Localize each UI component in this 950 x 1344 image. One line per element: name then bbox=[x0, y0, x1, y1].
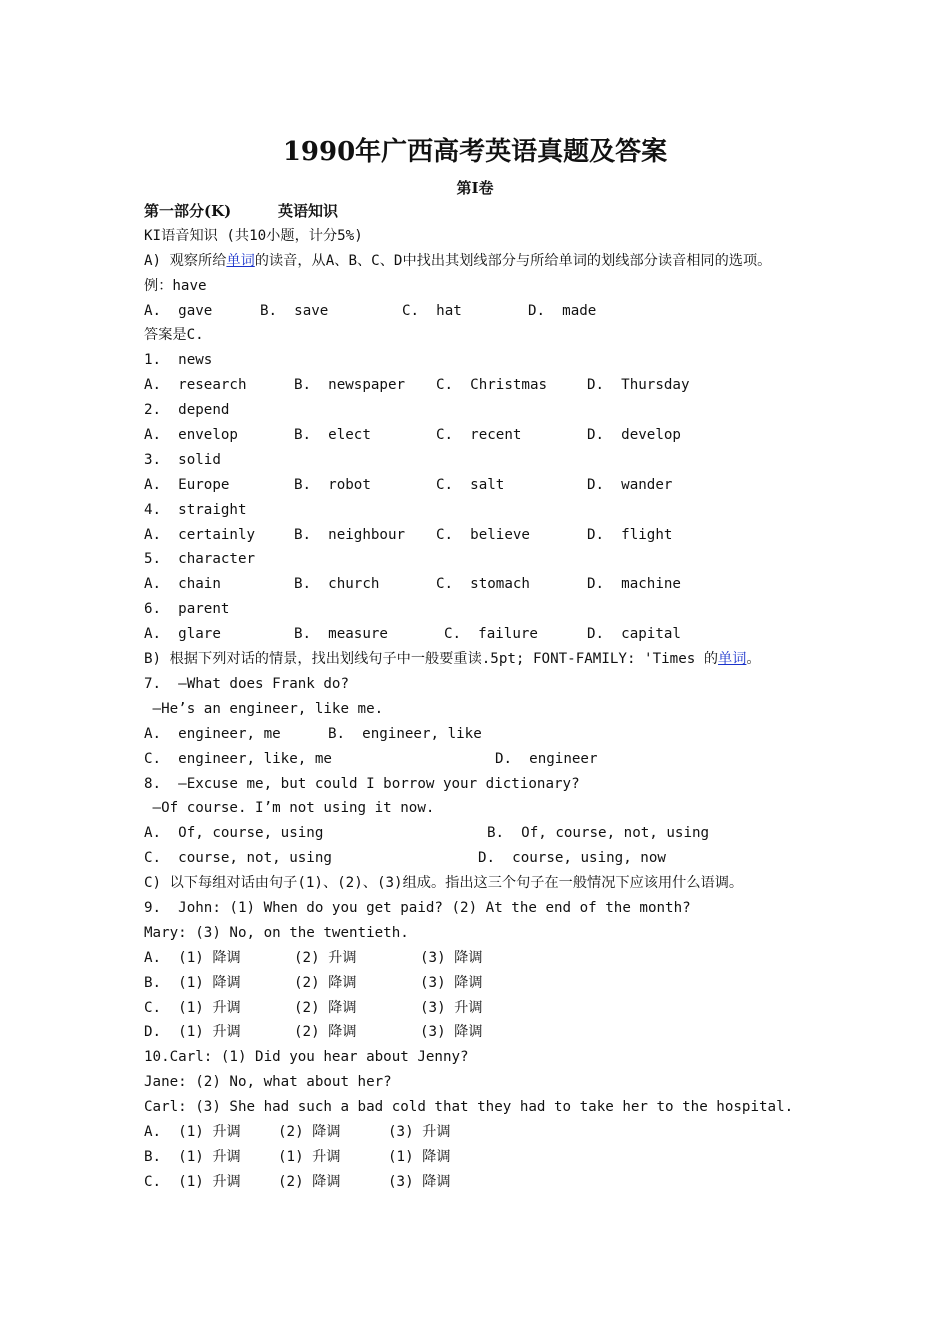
question-2-options bbox=[144, 423, 824, 448]
option-d: D. Thursday bbox=[587, 377, 690, 394]
question-6: 6. parent bbox=[144, 601, 230, 618]
option-c: C. failure bbox=[444, 626, 538, 643]
example-word: 例：have bbox=[144, 277, 207, 294]
option-a: A. certainly bbox=[144, 526, 256, 543]
page-title: 1990年广西高考英语真题及答案 bbox=[282, 137, 668, 167]
option-a: A. research bbox=[144, 377, 247, 394]
question-2: 2. depend bbox=[144, 402, 230, 419]
question-8-options-ab bbox=[144, 821, 824, 846]
tone-1: B. (1) 升调 bbox=[144, 1148, 241, 1165]
instruction-b bbox=[144, 647, 824, 672]
tone-1: C. (1) 升调 bbox=[144, 1173, 241, 1190]
option-a: A. gave bbox=[144, 302, 213, 319]
question-5: 5. character bbox=[144, 551, 256, 568]
tone-3: (3) 降调 bbox=[388, 1173, 451, 1190]
volume-heading: 第I卷 bbox=[456, 179, 494, 197]
word-link[interactable]: 单词 bbox=[226, 252, 255, 269]
option-b: B. elect bbox=[294, 427, 371, 444]
option-d: D. capital bbox=[587, 626, 681, 643]
option-a: A. chain bbox=[144, 576, 221, 593]
question-7: 7. —What does Frank do? bbox=[144, 675, 349, 692]
option-a: A. envelop bbox=[144, 427, 238, 444]
question-9-option-a bbox=[144, 946, 824, 971]
option-d: D. machine bbox=[587, 576, 681, 593]
option-a: A. engineer, me bbox=[144, 725, 281, 742]
instruction-text: B) 根据下列对话的情景，找出划线句子中一般要重读.5pt; FONT-FAMILY: 'Times 的 bbox=[144, 651, 719, 668]
option-d: D. course, using, now bbox=[478, 850, 666, 867]
tone-1: D. (1) 升调 bbox=[144, 1024, 241, 1041]
question-10-carl: 10.Carl: (1) Did you hear about Jenny? bbox=[144, 1049, 469, 1066]
option-d: D. engineer bbox=[495, 750, 598, 767]
instruction-a bbox=[144, 249, 824, 274]
example-answer: 答案是C. bbox=[144, 327, 204, 344]
option-b: B. neighbour bbox=[294, 526, 406, 543]
question-9-option-c bbox=[144, 996, 824, 1021]
question-8: 8. —Excuse me, but could I borrow your dictionary? bbox=[144, 775, 580, 792]
question-6-options bbox=[144, 622, 824, 647]
tone-1: A. (1) 升调 bbox=[144, 1123, 241, 1140]
question-4-options bbox=[144, 523, 824, 548]
word-link[interactable]: 单词 bbox=[718, 651, 747, 668]
part-heading bbox=[144, 199, 824, 224]
section-heading: KI语音知识 (共10小题，计分5%) bbox=[144, 227, 363, 244]
part-label: 第一部分(K) bbox=[144, 202, 232, 220]
question-3: 3. solid bbox=[144, 451, 221, 468]
option-d: D. wander bbox=[587, 476, 673, 493]
tone-2: (2) 降调 bbox=[294, 1024, 357, 1041]
tone-3: (1) 降调 bbox=[388, 1148, 451, 1165]
option-c: C. recent bbox=[436, 427, 522, 444]
question-9-option-d bbox=[144, 1020, 824, 1045]
option-b: B. save bbox=[260, 302, 329, 319]
tone-1: A. (1) 降调 bbox=[144, 949, 241, 966]
tone-3: (3) 升调 bbox=[420, 999, 483, 1016]
option-b: B. Of, course, not, using bbox=[487, 825, 710, 842]
option-b: B. newspaper bbox=[294, 377, 406, 394]
question-7-options-ab bbox=[144, 722, 824, 747]
option-d: D. flight bbox=[587, 526, 673, 543]
option-b: B. robot bbox=[294, 476, 371, 493]
question-10-option-a bbox=[144, 1120, 824, 1145]
tone-1: B. (1) 降调 bbox=[144, 974, 241, 991]
question-10-option-b bbox=[144, 1145, 824, 1170]
question-9-mary: Mary: (3) No, on the twentieth. bbox=[144, 924, 409, 941]
option-c: C. salt bbox=[436, 476, 505, 493]
option-b: B. engineer, like bbox=[328, 725, 482, 742]
question-8-options-cd bbox=[144, 846, 824, 871]
tone-3: (3) 降调 bbox=[420, 1024, 483, 1041]
option-c: C. Christmas bbox=[436, 377, 548, 394]
option-a: A. Of, course, using bbox=[144, 825, 324, 842]
question-10-jane: Jane: (2) No, what about her? bbox=[144, 1074, 392, 1091]
question-7-options-cd bbox=[144, 747, 824, 772]
question-9-option-b bbox=[144, 971, 824, 996]
question-1-options bbox=[144, 373, 824, 398]
instruction-text: 的读音，从A、B、C、D中找出其划线部分与所给单词的划线部分读音相同的选项。 bbox=[254, 252, 772, 269]
option-c: C. engineer, like, me bbox=[144, 750, 332, 767]
question-10-carl-reply: Carl: (3) She had such a bad cold that they had to take her to the hospital. bbox=[144, 1099, 794, 1116]
question-9-john: 9. John: (1) When do you get paid? (2) At the end of the month? bbox=[144, 899, 691, 916]
example-options bbox=[144, 299, 824, 324]
option-d: D. develop bbox=[587, 427, 681, 444]
document-body bbox=[144, 199, 824, 1195]
option-d: D. made bbox=[528, 302, 597, 319]
question-7-response: —He’s an engineer, like me. bbox=[144, 700, 384, 717]
tone-2: (2) 降调 bbox=[294, 974, 357, 991]
tone-2: (2) 降调 bbox=[278, 1173, 341, 1190]
part-name: 英语知识 bbox=[278, 202, 339, 220]
option-b: B. church bbox=[294, 576, 380, 593]
tone-2: (2) 降调 bbox=[294, 999, 357, 1016]
tone-3: (3) 降调 bbox=[420, 974, 483, 991]
option-a: A. glare bbox=[144, 626, 221, 643]
tone-3: (3) 升调 bbox=[388, 1123, 451, 1140]
option-c: C. course, not, using bbox=[144, 850, 332, 867]
question-8-response: —Of course. I’m not using it now. bbox=[144, 800, 435, 817]
option-b: B. measure bbox=[294, 626, 388, 643]
instruction-c: C) 以下每组对话由句子(1)、(2)、(3)组成。指出这三个句子在一般情况下应该用什么语调。 bbox=[144, 875, 744, 892]
option-a: A. Europe bbox=[144, 476, 230, 493]
tone-2: (1) 升调 bbox=[278, 1148, 341, 1165]
question-5-options bbox=[144, 572, 824, 597]
tone-2: (2) 升调 bbox=[294, 949, 357, 966]
tone-3: (3) 降调 bbox=[420, 949, 483, 966]
instruction-text: A) 观察所给 bbox=[144, 252, 227, 269]
question-4: 4. straight bbox=[144, 501, 247, 518]
question-10-option-c bbox=[144, 1170, 824, 1195]
tone-1: C. (1) 升调 bbox=[144, 999, 241, 1016]
question-3-options bbox=[144, 473, 824, 498]
question-1: 1. news bbox=[144, 352, 213, 369]
instruction-text: 。 bbox=[746, 651, 761, 668]
option-c: C. stomach bbox=[436, 576, 530, 593]
tone-2: (2) 降调 bbox=[278, 1123, 341, 1140]
option-c: C. hat bbox=[402, 302, 462, 319]
option-c: C. believe bbox=[436, 526, 530, 543]
